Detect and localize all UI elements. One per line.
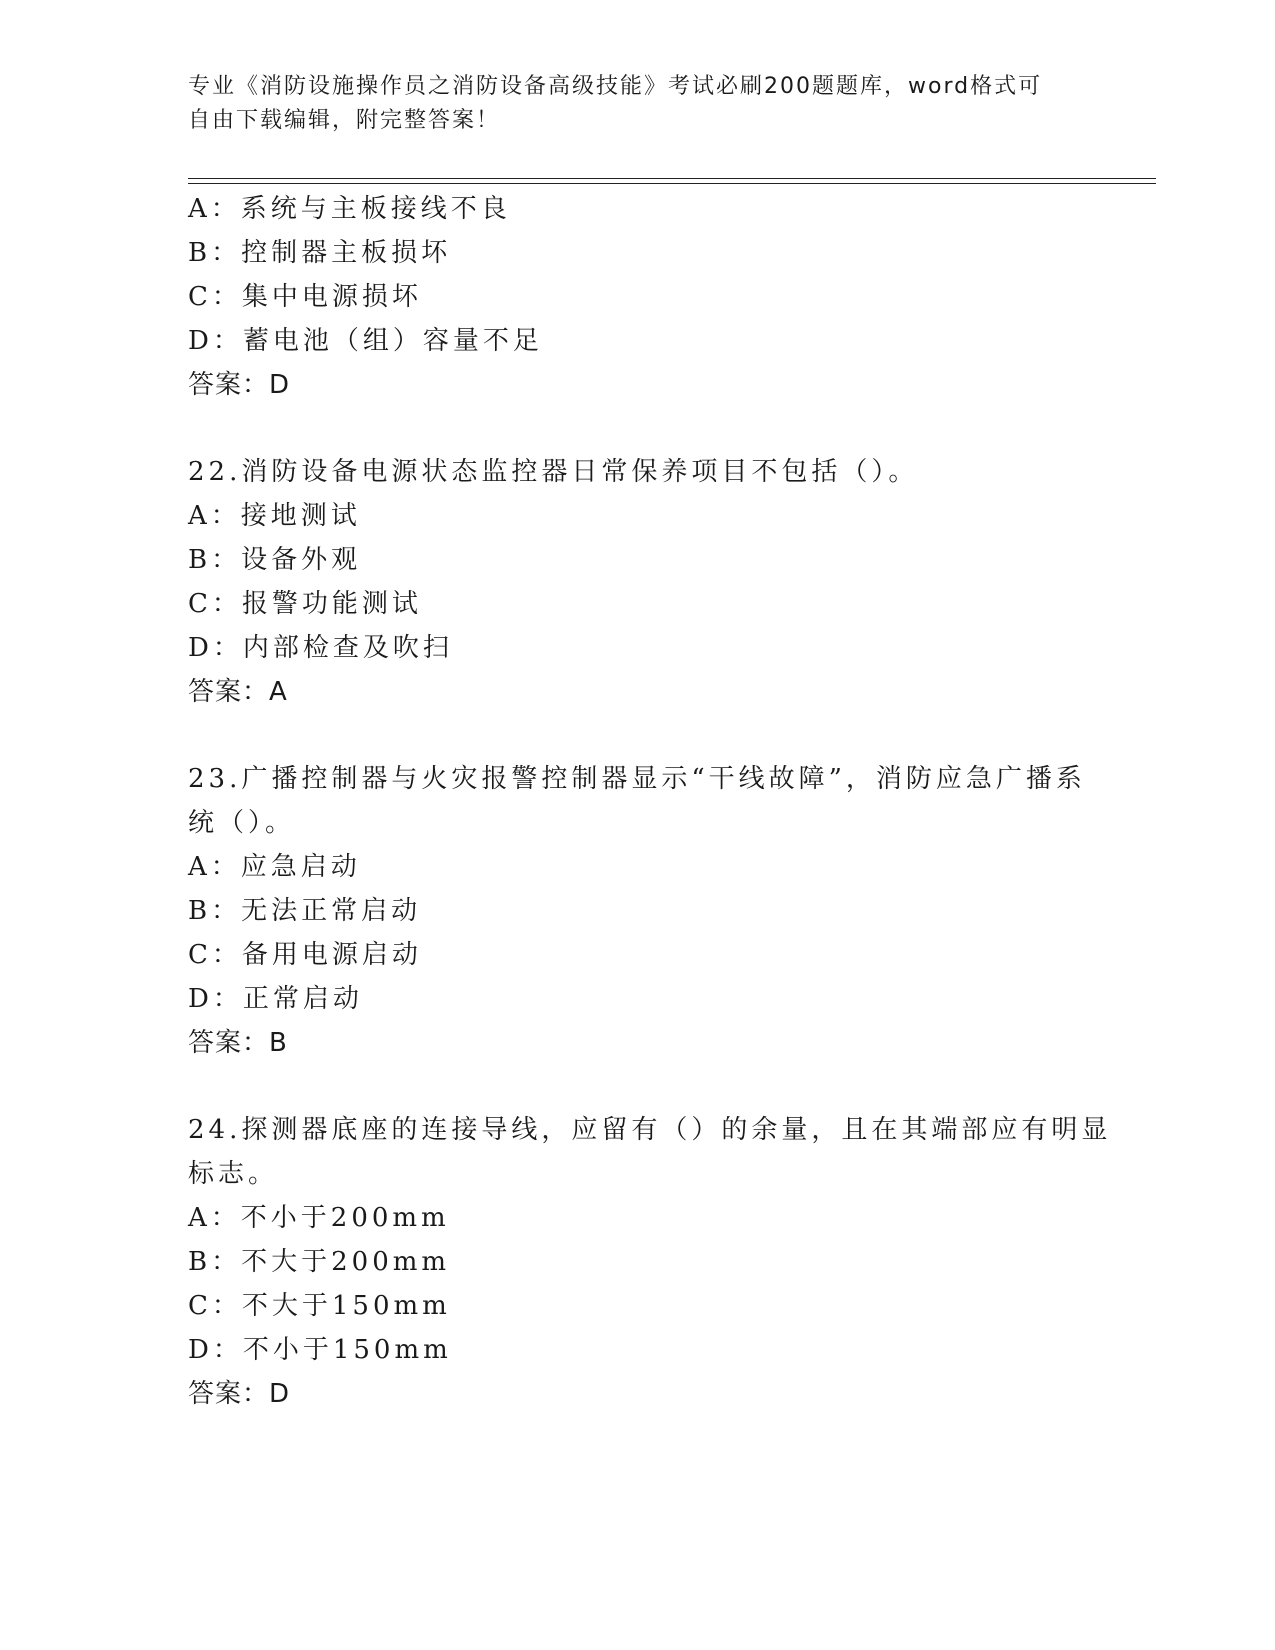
q23-option-d: D：正常启动 xyxy=(188,984,363,1014)
header-line-2: 自由下载编辑，附完整答案！ xyxy=(188,108,501,133)
q24-option-d: D：不小于150mm xyxy=(188,1335,452,1365)
q22-option-d: D：内部检查及吹扫 xyxy=(188,633,453,663)
header-line-1: 专业《消防设施操作员之消防设备高级技能》考试必刷200题题库，word格式可 xyxy=(188,74,1043,99)
q22-option-c: C：报警功能测试 xyxy=(188,589,422,619)
q21-answer: 答案：D xyxy=(188,370,291,400)
q23-option-b: B：无法正常启动 xyxy=(188,896,422,926)
q21-option-d: D：蓄电池（组）容量不足 xyxy=(188,326,543,356)
header-rule-top xyxy=(188,178,1156,179)
q24-stem-line-1: 24.探测器底座的连接导线，应留有（）的余量，且在其端部应有明显 xyxy=(188,1115,1112,1145)
q21-option-b: B：控制器主板损坏 xyxy=(188,238,452,268)
q24-option-a: A：不小于200mm xyxy=(188,1203,450,1233)
q22-stem: 22.消防设备电源状态监控器日常保养项目不包括（）。 xyxy=(188,457,919,487)
q23-stem-line-1: 23.广播控制器与火灾报警控制器显示“干线故障”，消防应急广播系 xyxy=(188,764,1086,794)
header-rule-bottom xyxy=(188,183,1156,184)
q22-option-a: A：接地测试 xyxy=(188,501,361,531)
q24-option-b: B：不大于200mm xyxy=(188,1247,451,1277)
q22-answer: 答案：A xyxy=(188,677,288,707)
q22-option-b: B：设备外观 xyxy=(188,545,362,575)
page-header xyxy=(188,70,1068,138)
q24-option-c: C：不大于150mm xyxy=(188,1291,451,1321)
q24-answer: 答案：D xyxy=(188,1379,291,1409)
q23-option-a: A：应急启动 xyxy=(188,852,361,882)
q21-option-a: A：系统与主板接线不良 xyxy=(188,194,511,224)
q21-option-c: C：集中电源损坏 xyxy=(188,282,422,312)
q23-option-c: C：备用电源启动 xyxy=(188,940,422,970)
q23-answer: 答案：B xyxy=(188,1028,288,1058)
q23-stem-line-2: 统（）。 xyxy=(188,808,296,838)
q24-stem-line-2: 标志。 xyxy=(188,1159,279,1189)
